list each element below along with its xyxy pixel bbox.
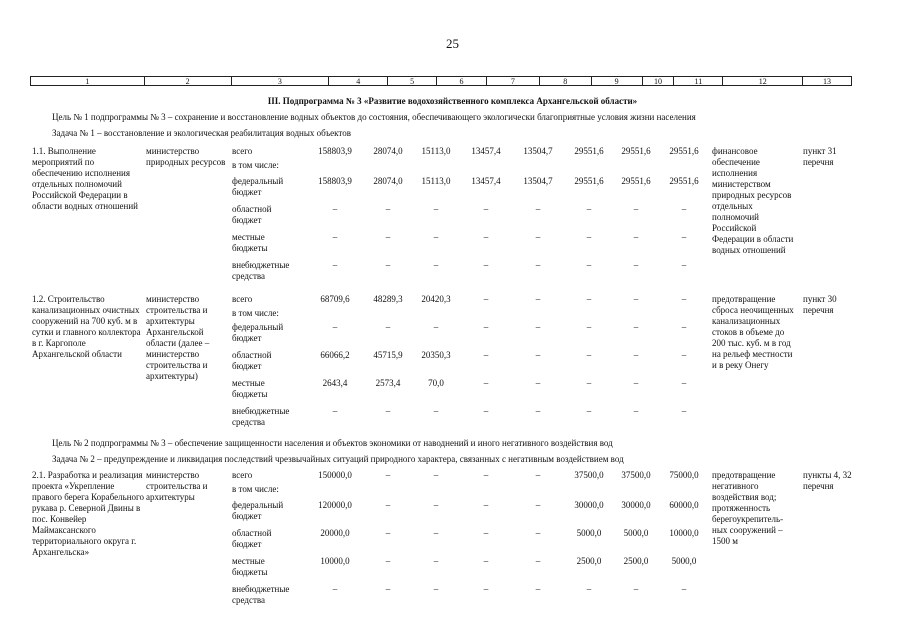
value-cell: 13457,4: [471, 146, 501, 156]
source-regional-label: областной бюджет: [232, 350, 272, 371]
value-cell: –: [385, 260, 391, 270]
value-cell: 70,0: [428, 378, 444, 388]
measure-1-2-link: пункт 30 перечня: [803, 294, 837, 315]
including-label: в том числе:: [232, 308, 279, 318]
value-cell: 66066,2: [320, 350, 350, 360]
value-cell: –: [633, 584, 639, 594]
value-cell: –: [681, 406, 687, 416]
measure-2-1-executor: министерство строительства и архитектуры: [146, 470, 208, 502]
value-cell: 10000,0: [320, 556, 350, 566]
value-cell: –: [332, 260, 338, 270]
value-cell: 29551,6: [621, 176, 651, 186]
value-cell: –: [433, 260, 439, 270]
column-number: 4: [329, 77, 388, 85]
value-cell: –: [586, 294, 592, 304]
value-cell: –: [332, 232, 338, 242]
value-cell: –: [385, 556, 391, 566]
source-extrabudget-label: внебюджетные средства: [232, 584, 290, 605]
value-cell: –: [535, 470, 541, 480]
value-cell: –: [681, 584, 687, 594]
value-cell: –: [385, 470, 391, 480]
column-number: 3: [232, 77, 330, 85]
task-1: Задача № 1 – восстановление и экологическая реабилитация водных объектов: [52, 128, 351, 138]
value-cell: –: [633, 322, 639, 332]
value-cell: –: [586, 350, 592, 360]
value-cell: –: [586, 260, 592, 270]
section-title: III. Подпрограмма № 3 «Развитие водохозяйственного комплекса Архангельской области»: [267, 96, 638, 106]
value-cell: 29551,6: [574, 176, 604, 186]
value-cell: –: [681, 204, 687, 214]
value-cell: –: [535, 322, 541, 332]
source-local-label: местные бюджеты: [232, 232, 268, 253]
value-cell: –: [385, 406, 391, 416]
value-cell: –: [483, 584, 489, 594]
measure-2-1-link: пункты 4, 32 перечня: [803, 470, 852, 491]
value-cell: 37500,0: [621, 470, 651, 480]
source-federal-label: федеральный бюджет: [232, 322, 284, 343]
value-cell: –: [433, 584, 439, 594]
column-number: 6: [437, 77, 487, 85]
including-label: в том числе:: [232, 160, 279, 170]
value-cell: –: [633, 378, 639, 388]
source-regional-label: областной бюджет: [232, 528, 272, 549]
goal-2: Цель № 2 подпрограммы № 3 – обеспечение защищенности населения и объектов экономики от наводнений и иного негативного воздействия вод: [52, 438, 613, 448]
value-cell: –: [483, 500, 489, 510]
source-total-label: всего: [232, 294, 253, 304]
value-cell: 60000,0: [669, 500, 699, 510]
value-cell: 30000,0: [621, 500, 651, 510]
value-cell: 28074,0: [373, 146, 403, 156]
value-cell: –: [633, 204, 639, 214]
task-2: Задача № 2 – предупреждение и ликвидация последствий чрезвычайных ситуаций природного характера, связанных с негативным воздействием вод: [52, 454, 624, 464]
column-number: 10: [643, 77, 675, 85]
value-cell: 10000,0: [669, 528, 699, 538]
value-cell: –: [681, 294, 687, 304]
value-cell: –: [633, 260, 639, 270]
value-cell: –: [483, 294, 489, 304]
value-cell: –: [681, 378, 687, 388]
value-cell: –: [385, 232, 391, 242]
value-cell: –: [535, 350, 541, 360]
column-number: 7: [487, 77, 540, 85]
value-cell: –: [433, 406, 439, 416]
measure-1-2-result: предотвращение сброса неочищенных канализационных стоков в объеме до 200 тыс. куб. м в год на рельеф местности и в реку Онегу: [712, 294, 794, 370]
value-cell: –: [385, 204, 391, 214]
value-cell: –: [483, 232, 489, 242]
column-number-row: [30, 76, 852, 86]
value-cell: 13504,7: [523, 146, 553, 156]
source-extrabudget-label: внебюджетные средства: [232, 406, 290, 427]
value-cell: –: [385, 500, 391, 510]
measure-1-1-link: пункт 31 перечня: [803, 146, 837, 167]
value-cell: –: [385, 584, 391, 594]
value-cell: –: [433, 232, 439, 242]
value-cell: –: [385, 322, 391, 332]
value-cell: 45715,9: [373, 350, 403, 360]
value-cell: 2643,4: [322, 378, 348, 388]
value-cell: –: [433, 528, 439, 538]
page-number: 25: [446, 36, 459, 51]
value-cell: 5000,0: [671, 556, 697, 566]
source-local-label: местные бюджеты: [232, 378, 268, 399]
value-cell: –: [332, 406, 338, 416]
value-cell: 15113,0: [421, 176, 451, 186]
value-cell: 2500,0: [623, 556, 649, 566]
value-cell: –: [535, 378, 541, 388]
column-number: 5: [388, 77, 437, 85]
measure-1-1-result: финансовое обеспечение исполнения министерством природных ресурсов отдельных полномочий Российской Федерации в области водных отношений: [712, 146, 794, 255]
value-cell: –: [433, 322, 439, 332]
value-cell: –: [586, 378, 592, 388]
column-number: 12: [723, 77, 803, 85]
value-cell: –: [681, 232, 687, 242]
value-cell: 13504,7: [523, 176, 553, 186]
including-label: в том числе:: [232, 484, 279, 494]
value-cell: –: [483, 528, 489, 538]
value-cell: –: [483, 556, 489, 566]
value-cell: 37500,0: [574, 470, 604, 480]
value-cell: –: [535, 260, 541, 270]
value-cell: –: [535, 294, 541, 304]
value-cell: 158803,9: [318, 146, 352, 156]
value-cell: –: [483, 204, 489, 214]
source-federal-label: федеральный бюджет: [232, 176, 284, 197]
value-cell: –: [535, 406, 541, 416]
source-extrabudget-label: внебюджетные средства: [232, 260, 290, 281]
value-cell: 20350,3: [421, 350, 451, 360]
value-cell: –: [483, 470, 489, 480]
column-number: 2: [145, 77, 232, 85]
value-cell: 29551,6: [669, 146, 699, 156]
value-cell: –: [681, 322, 687, 332]
measure-1-2-executor: министерство строительства и архитектуры Архангельской области (далее – министерство строительства и архитектуры): [146, 294, 210, 381]
value-cell: 120000,0: [318, 500, 352, 510]
value-cell: –: [535, 232, 541, 242]
value-cell: –: [586, 584, 592, 594]
value-cell: 20420,3: [421, 294, 451, 304]
source-total-label: всего: [232, 470, 253, 480]
column-number: 8: [540, 77, 592, 85]
value-cell: 2573,4: [375, 378, 401, 388]
value-cell: –: [433, 500, 439, 510]
measure-1-2-name: 1.2. Строительство канализационных очистных сооружений на 700 куб. м в сутки и главного коллектора в г. Каргополе Архангельской области: [32, 294, 141, 359]
goal-1: Цель № 1 подпрограммы № 3 – сохранение и восстановление водных объектов до состояния, обеспечивающего экологически благоприятные условия жизни населения: [52, 112, 696, 122]
value-cell: –: [535, 500, 541, 510]
value-cell: –: [433, 556, 439, 566]
value-cell: –: [483, 260, 489, 270]
value-cell: 29551,6: [574, 146, 604, 156]
value-cell: –: [483, 378, 489, 388]
source-regional-label: областной бюджет: [232, 204, 272, 225]
value-cell: 158803,9: [318, 176, 352, 186]
source-total-label: всего: [232, 146, 253, 156]
value-cell: 28074,0: [373, 176, 403, 186]
value-cell: 13457,4: [471, 176, 501, 186]
value-cell: –: [332, 204, 338, 214]
column-number: 13: [823, 77, 832, 86]
column-number: 9: [592, 77, 643, 85]
value-cell: 5000,0: [623, 528, 649, 538]
measure-1-1-executor: министерство природных ресурсов: [146, 146, 226, 167]
column-number: 1: [31, 77, 145, 85]
value-cell: –: [535, 556, 541, 566]
value-cell: 150000,0: [318, 470, 352, 480]
measure-2-1-result: предотвращение негативного воздействия вод; протяженность берегоукрепитель-ных сооружений – 1500 м: [712, 470, 784, 546]
value-cell: –: [681, 350, 687, 360]
value-cell: –: [332, 584, 338, 594]
value-cell: –: [586, 232, 592, 242]
value-cell: 30000,0: [574, 500, 604, 510]
value-cell: –: [332, 322, 338, 332]
value-cell: –: [535, 204, 541, 214]
value-cell: 29551,6: [621, 146, 651, 156]
column-number: 11: [674, 77, 723, 85]
value-cell: –: [633, 294, 639, 304]
measure-1-1-name: 1.1. Выполнение мероприятий по обеспечению исполнения отдельных полномочий Российской Федерации в области водных отношений: [32, 146, 138, 211]
value-cell: 2500,0: [576, 556, 602, 566]
source-federal-label: федеральный бюджет: [232, 500, 284, 521]
value-cell: –: [433, 204, 439, 214]
value-cell: –: [633, 406, 639, 416]
value-cell: –: [681, 260, 687, 270]
measure-2-1-name: 2.1. Разработка и реализация проекта «Укрепление правого берега Корабельного рукава р. Северной Двины в пос. Конвейер Маймаксанского территориального округа г. Архангельска»: [32, 470, 144, 557]
value-cell: –: [483, 350, 489, 360]
value-cell: –: [535, 584, 541, 594]
value-cell: –: [433, 470, 439, 480]
source-local-label: местные бюджеты: [232, 556, 268, 577]
value-cell: –: [586, 322, 592, 332]
value-cell: 68709,6: [320, 294, 350, 304]
value-cell: –: [633, 350, 639, 360]
value-cell: –: [483, 322, 489, 332]
value-cell: 20000,0: [320, 528, 350, 538]
value-cell: –: [535, 528, 541, 538]
value-cell: 48289,3: [373, 294, 403, 304]
value-cell: 5000,0: [576, 528, 602, 538]
value-cell: 29551,6: [669, 176, 699, 186]
value-cell: –: [385, 528, 391, 538]
value-cell: –: [586, 204, 592, 214]
value-cell: –: [483, 406, 489, 416]
value-cell: –: [633, 232, 639, 242]
value-cell: –: [586, 406, 592, 416]
value-cell: 75000,0: [669, 470, 699, 480]
value-cell: 15113,0: [421, 146, 451, 156]
